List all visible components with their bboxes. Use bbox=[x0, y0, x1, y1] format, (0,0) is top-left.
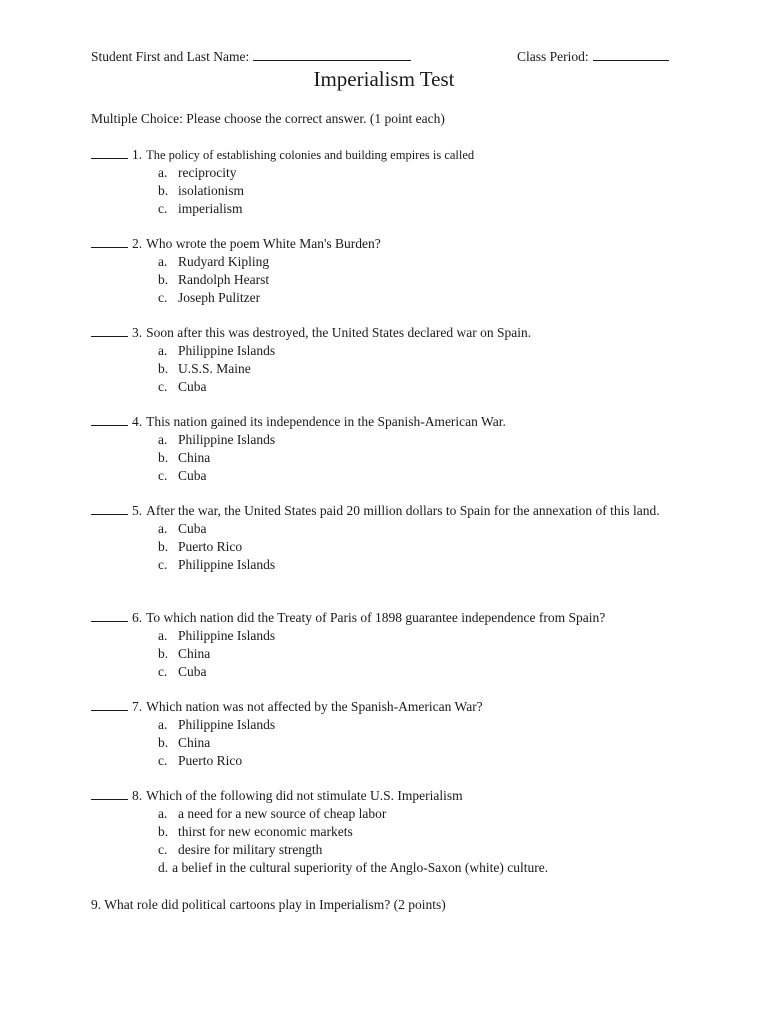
question-3 bbox=[91, 324, 671, 396]
question-2 bbox=[91, 235, 671, 307]
option-text: desire for military strength bbox=[178, 842, 323, 857]
option-letter: a. bbox=[158, 432, 168, 447]
student-name-field bbox=[91, 48, 411, 66]
answer-blank-6[interactable] bbox=[91, 609, 128, 622]
option-letter: b. bbox=[158, 272, 169, 287]
option-c bbox=[91, 841, 671, 859]
option-b bbox=[91, 449, 671, 467]
option-letter: b. bbox=[158, 183, 169, 198]
option-letter: a. bbox=[158, 628, 168, 643]
option-c bbox=[91, 289, 671, 307]
option-letter: d. bbox=[158, 860, 169, 875]
option-c bbox=[91, 378, 671, 396]
option-letter: a. bbox=[158, 717, 168, 732]
class-period-blank[interactable] bbox=[593, 48, 669, 61]
option-a bbox=[91, 253, 671, 271]
option-text: Randolph Hearst bbox=[178, 272, 270, 287]
question-number: 8. bbox=[132, 788, 143, 803]
option-text: Cuba bbox=[178, 379, 207, 394]
option-letter: c. bbox=[158, 753, 168, 768]
option-text: Philippine Islands bbox=[178, 557, 276, 572]
option-text: China bbox=[178, 646, 211, 661]
option-text: China bbox=[178, 450, 211, 465]
option-letter: a. bbox=[158, 165, 168, 180]
option-letter: b. bbox=[158, 450, 169, 465]
option-text: China bbox=[178, 735, 211, 750]
option-letter: a. bbox=[158, 343, 168, 358]
option-a bbox=[91, 431, 671, 449]
option-a bbox=[91, 520, 671, 538]
option-c bbox=[91, 663, 671, 681]
question-number: 6. bbox=[132, 610, 143, 625]
question-text: Which of the following did not stimulate U.S. Imperialism bbox=[146, 788, 463, 803]
option-text: a belief in the cultural superiority of the Anglo-Saxon (white) culture. bbox=[172, 860, 549, 875]
option-text: reciprocity bbox=[178, 165, 237, 180]
option-letter: b. bbox=[158, 824, 169, 839]
question-7 bbox=[91, 698, 671, 770]
option-text: Philippine Islands bbox=[178, 343, 276, 358]
option-b bbox=[91, 645, 671, 663]
option-letter: b. bbox=[158, 646, 169, 661]
option-c bbox=[91, 556, 671, 574]
question-1 bbox=[91, 146, 671, 218]
option-letter: b. bbox=[158, 539, 169, 554]
option-b bbox=[91, 538, 671, 556]
answer-blank-8[interactable] bbox=[91, 787, 128, 800]
option-text: imperialism bbox=[178, 201, 243, 216]
question-text: After the war, the United States paid 20 million dollars to Spain for the annexation of this land. bbox=[146, 503, 660, 518]
option-letter: b. bbox=[158, 361, 169, 376]
student-name-blank[interactable] bbox=[253, 48, 411, 61]
question-number: 5. bbox=[132, 503, 143, 518]
option-c bbox=[91, 200, 671, 218]
option-text: Puerto Rico bbox=[178, 539, 243, 554]
option-text: thirst for new economic markets bbox=[178, 824, 353, 839]
page-title: Imperialism Test bbox=[313, 67, 455, 91]
answer-blank-7[interactable] bbox=[91, 698, 128, 711]
answer-blank-2[interactable] bbox=[91, 235, 128, 248]
option-letter: c. bbox=[158, 842, 168, 857]
option-text: isolationism bbox=[178, 183, 245, 198]
class-period-field bbox=[517, 48, 669, 66]
option-letter: a. bbox=[158, 254, 168, 269]
option-b bbox=[91, 360, 671, 378]
question-text: This nation gained its independence in the Spanish-American War. bbox=[146, 414, 506, 429]
option-letter: a. bbox=[158, 806, 168, 821]
option-text: Rudyard Kipling bbox=[178, 254, 270, 269]
option-text: a need for a new source of cheap labor bbox=[178, 806, 387, 821]
option-a bbox=[91, 164, 671, 182]
instructions: Multiple Choice: Please choose the correct answer. (1 point each) bbox=[91, 111, 445, 126]
option-text: Cuba bbox=[178, 468, 207, 483]
option-letter: b. bbox=[158, 735, 169, 750]
option-c bbox=[91, 752, 671, 770]
question-text: Who wrote the poem White Man's Burden? bbox=[146, 236, 381, 251]
option-text: Philippine Islands bbox=[178, 432, 276, 447]
option-text: Cuba bbox=[178, 521, 207, 536]
header-line bbox=[91, 48, 681, 66]
question-text: Which nation was not affected by the Spanish-American War? bbox=[146, 699, 483, 714]
question-6 bbox=[91, 609, 671, 681]
question-number: 4. bbox=[132, 414, 143, 429]
answer-blank-3[interactable] bbox=[91, 324, 128, 337]
option-text: Puerto Rico bbox=[178, 753, 243, 768]
question-text: Soon after this was destroyed, the United States declared war on Spain. bbox=[146, 325, 532, 340]
question-number: 3. bbox=[132, 325, 143, 340]
option-letter: c. bbox=[158, 557, 168, 572]
question-number: 7. bbox=[132, 699, 143, 714]
question-5 bbox=[91, 502, 671, 574]
option-text: Cuba bbox=[178, 664, 207, 679]
answer-blank-5[interactable] bbox=[91, 502, 128, 515]
question-number: 1. bbox=[132, 147, 143, 162]
question-4 bbox=[91, 413, 671, 485]
option-letter: a. bbox=[158, 521, 168, 536]
option-letter: c. bbox=[158, 379, 168, 394]
answer-blank-1[interactable] bbox=[91, 146, 128, 159]
option-letter: c. bbox=[158, 201, 168, 216]
option-letter: c. bbox=[158, 290, 168, 305]
option-a bbox=[91, 342, 671, 360]
option-text: U.S.S. Maine bbox=[178, 361, 251, 376]
answer-blank-4[interactable] bbox=[91, 413, 128, 426]
option-a bbox=[91, 805, 671, 823]
option-text: Philippine Islands bbox=[178, 628, 276, 643]
question-text: The policy of establishing colonies and building empires is called bbox=[146, 148, 475, 162]
option-d bbox=[91, 859, 671, 877]
student-name-label: Student First and Last Name: bbox=[91, 49, 250, 64]
option-text: Philippine Islands bbox=[178, 717, 276, 732]
option-text: Joseph Pulitzer bbox=[178, 290, 261, 305]
option-b bbox=[91, 271, 671, 289]
question-text: To which nation did the Treaty of Paris of 1898 guarantee independence from Spain? bbox=[146, 610, 606, 625]
question-number: 2. bbox=[132, 236, 143, 251]
question-8 bbox=[91, 787, 671, 877]
option-a bbox=[91, 716, 671, 734]
free-response-question: 9. What role did political cartoons play in Imperialism? (2 points) bbox=[91, 897, 446, 912]
class-period-label: Class Period: bbox=[517, 49, 589, 64]
option-c bbox=[91, 467, 671, 485]
option-letter: c. bbox=[158, 664, 168, 679]
option-b bbox=[91, 734, 671, 752]
option-a bbox=[91, 627, 671, 645]
option-b bbox=[91, 182, 671, 200]
option-letter: c. bbox=[158, 468, 168, 483]
option-b bbox=[91, 823, 671, 841]
